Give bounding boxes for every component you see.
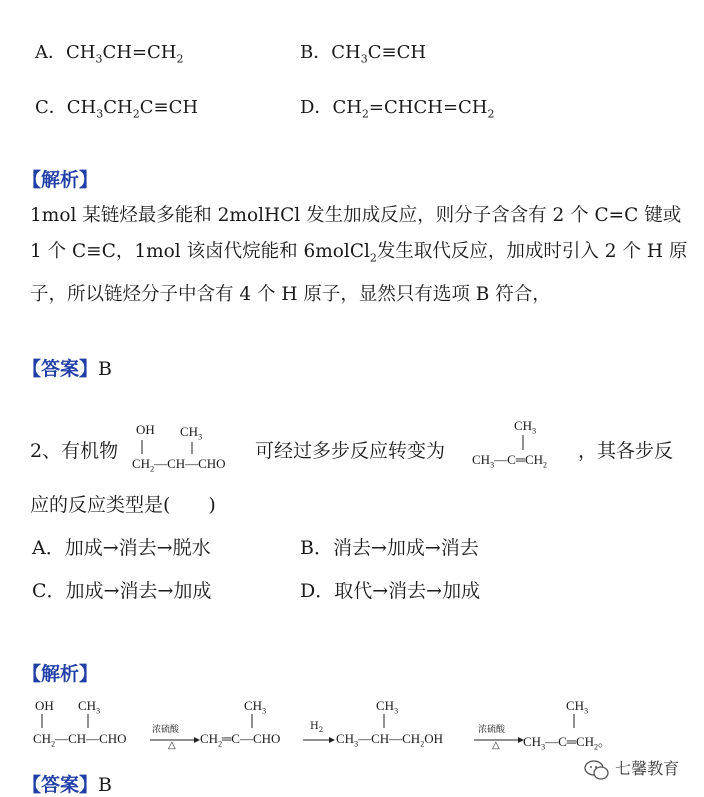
- scheme-bond-c: [372, 712, 402, 732]
- scheme-bonds-a: [30, 712, 120, 732]
- scheme-bond-b: [240, 712, 270, 732]
- option-a: A．$CH_3CH=CH_2$: [35, 42, 184, 66]
- chain-label-2: $CH_3—C═CH_2$: [472, 452, 548, 470]
- answer-line: 【答案】B: [22, 358, 112, 380]
- scheme-oh: OH: [35, 698, 54, 713]
- scheme-ch3-a: $CH_3$: [78, 698, 101, 716]
- chain-label: $CH_2—CH—CHO$: [132, 456, 226, 474]
- q2-option-c: C．加成→消去→加成: [32, 580, 212, 602]
- option-d: D．$CH_2=CHCH=CH_2$: [300, 97, 495, 121]
- reagent-3: 浓硫酸: [478, 725, 506, 735]
- watermark-text: 七馨教育: [615, 759, 680, 778]
- q2-prefix: 2、有机物: [30, 440, 119, 462]
- analysis-header: 【解析】: [22, 169, 99, 191]
- scheme-ch3-b: $CH_3$: [244, 698, 267, 716]
- oh-label: OH: [136, 422, 155, 437]
- scheme-bond-d: [562, 712, 592, 732]
- scheme-ch3-d: $CH_3$: [566, 698, 589, 716]
- arrow-2: [303, 735, 335, 745]
- scheme-chain-d: $CH_3—C═CH_2$。: [523, 734, 612, 752]
- heat-1: △: [168, 740, 176, 751]
- option-b: B．$CH_3C\equiv CH$: [300, 42, 427, 66]
- reagent-1: 浓硫酸: [152, 725, 180, 735]
- q2-answer-line: 【答案】B: [22, 774, 112, 796]
- scheme-ch3-c: $CH_3$: [376, 698, 399, 716]
- ch3-top: $CH_3$: [514, 418, 537, 436]
- q2-suffix: ，其各步反: [578, 440, 674, 462]
- q2-analysis-header: 【解析】: [22, 663, 99, 685]
- q2-option-d: D．取代→消去→加成: [300, 580, 481, 602]
- wechat-icon: [584, 759, 610, 781]
- q2-middle: 可经过多步反应转变为: [255, 440, 446, 462]
- watermark: [584, 756, 679, 781]
- scheme-chain-b: $CH_2═C—CHO$: [200, 731, 281, 749]
- q2-option-b: B．消去→加成→消去: [300, 537, 479, 559]
- scheme-chain-c: $CH_3—CH—CH_2OH$: [336, 731, 443, 749]
- reagent-2: $H_2$: [310, 721, 324, 734]
- analysis-text: 1mol 某链烃最多能和 2molHCl 发生加成反应，则分子含含有 2 个 C=C 键或 1 个 C≡C，1mol 该卤代烷能和 6molCl$_2$发生取代反应，加成时引入 2 个 H 原子，所以链烃分子中含有 4 个 H 原子，显然只有选项 B 符合，: [30, 205, 688, 305]
- option-c: C．$CH_3CH_2C\equiv CH$: [35, 97, 199, 121]
- scheme-chain-a: $CH_2—CH—CHO$: [33, 731, 127, 749]
- heat-3: △: [492, 740, 500, 751]
- q2-option-a: A．加成→消去→脱水: [32, 537, 211, 559]
- q2-line2: 应的反应类型是( ): [30, 494, 216, 516]
- ch3-label: $CH_3$: [180, 424, 203, 442]
